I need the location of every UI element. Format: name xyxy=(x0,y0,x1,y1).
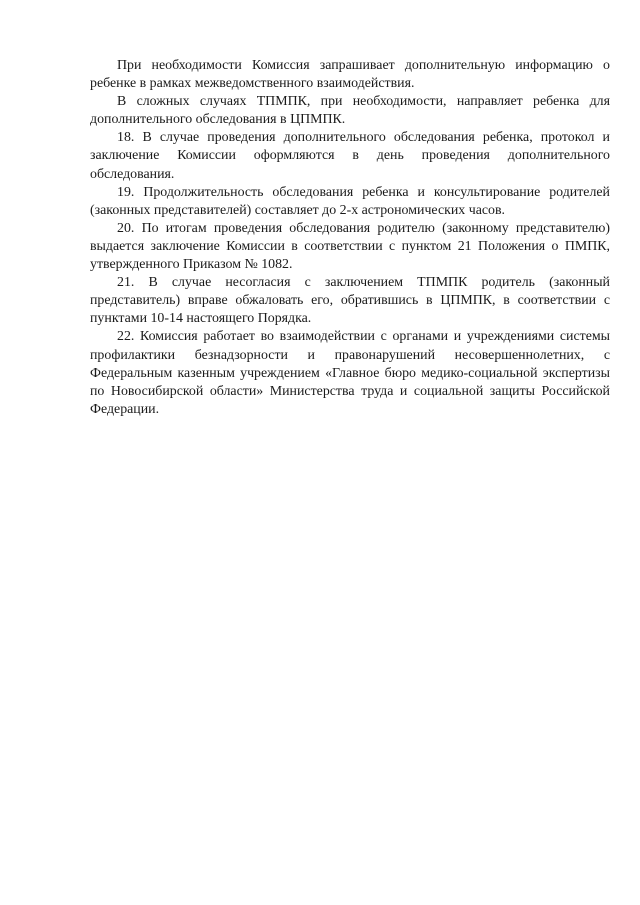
paragraph-text: По итогам проведения обследования родителю (законному представителю) выдается заключение Комиссии в соответствии с пунктом 21 Положения о ПМПК, утвержденного Приказом № 1082. xyxy=(90,220,610,273)
paragraph-number: 21. xyxy=(117,275,135,291)
paragraph-additional-info xyxy=(90,57,610,93)
paragraph-text: При необходимости Комиссия запрашивает дополнительную информацию о ребенке в рамках межведомственного взаимодействия. xyxy=(90,58,610,92)
paragraph-number: 18. xyxy=(117,130,135,146)
paragraph-text: В сложных случаях ТПМПК, при необходимости, направляет ребенка для дополнительного обследования в ЦПМПК. xyxy=(90,94,610,128)
paragraph-text: В случае проведения дополнительного обследования ребенка, протокол и заключение Комиссии оформляются в день проведения дополнительного обследования. xyxy=(90,130,610,182)
paragraph-number: 20. xyxy=(117,220,135,236)
paragraph-19 xyxy=(90,184,610,220)
paragraph-number: 22. xyxy=(117,329,135,345)
paragraph-22 xyxy=(90,328,610,418)
paragraph-18 xyxy=(90,129,610,183)
paragraph-text: Продолжительность обследования ребенка и консультирование родителей (законных представителей) составляет до 2-х астрономических часов. xyxy=(90,184,610,218)
paragraph-number: 19. xyxy=(117,184,135,200)
paragraph-text: Комиссия работает во взаимодействии с органами и учреждениями системы профилактики безнадзорности и правонарушений несовершеннолетних, с Федеральным казенным учреждением «Главное бюро медико-социальной экспертизы по Новосибирской области» Министерства труда и социальной защиты Российской Федерации. xyxy=(90,329,610,417)
paragraph-text: В случае несогласия с заключением ТПМПК родитель (законный представитель) вправе обжаловать его, обратившись в ЦПМПК, в соответствии с пунктами 10-14 настоящего Порядка. xyxy=(90,275,610,327)
paragraph-complex-cases xyxy=(90,93,610,129)
paragraph-21 xyxy=(90,274,610,328)
document-body xyxy=(90,57,610,419)
paragraph-20 xyxy=(90,220,610,274)
